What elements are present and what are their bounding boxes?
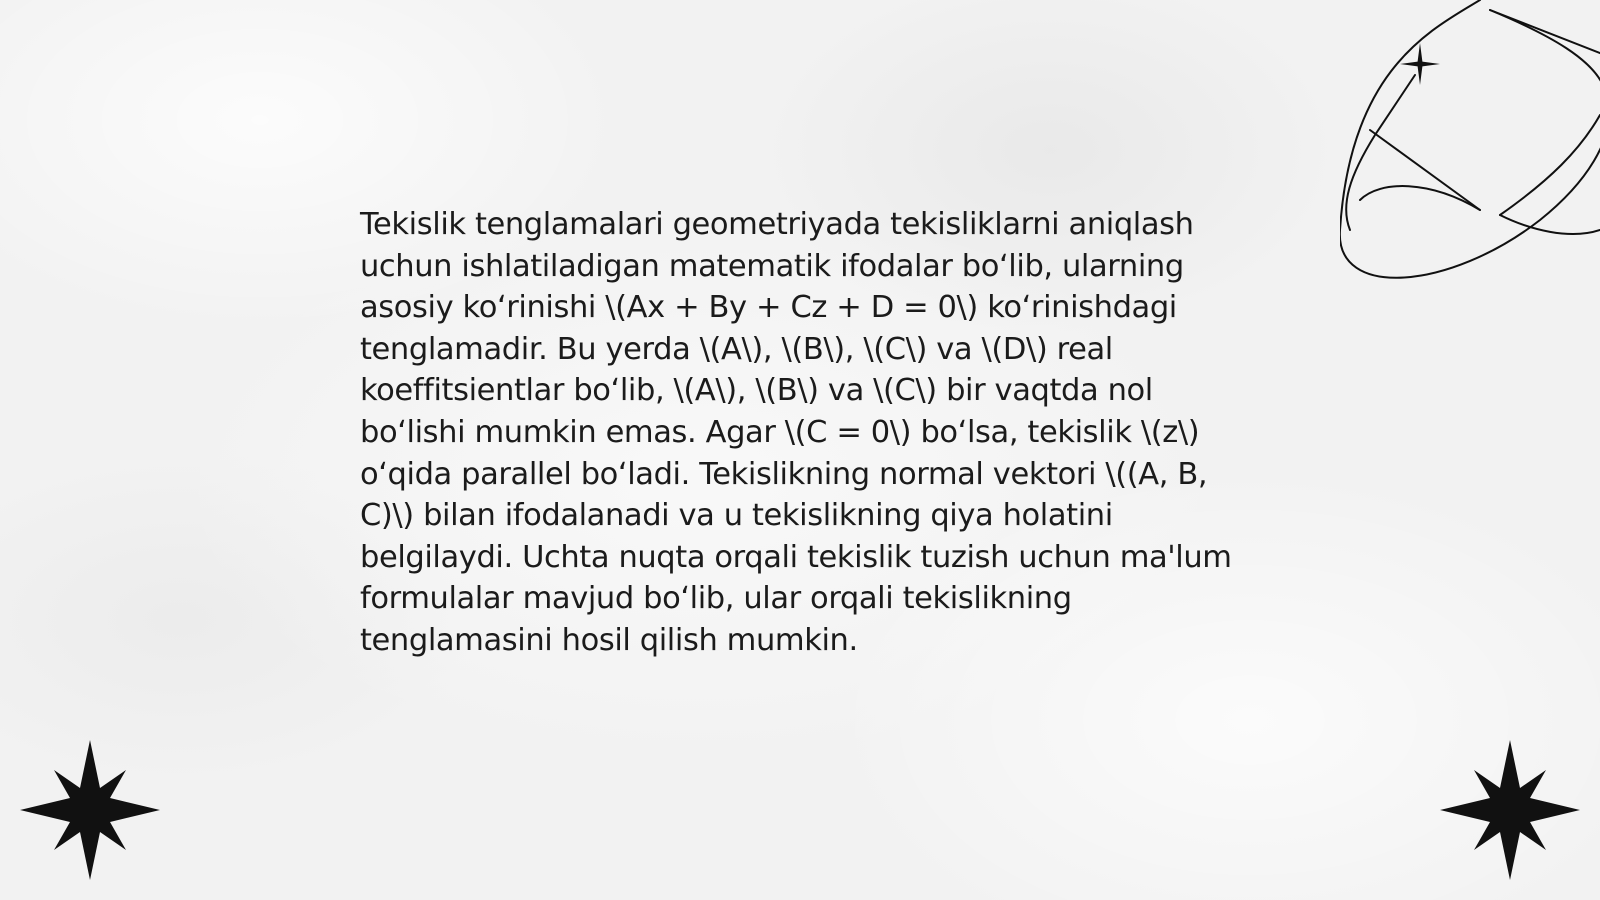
orbit-lines-with-sparkle-icon [1340, 0, 1600, 290]
sparkle-icon [1400, 43, 1440, 85]
four-point-star-icon [20, 740, 160, 880]
body-paragraph: Tekislik tenglamalari geometriyada tekisliklarni aniqlash uchun ishlatiladigan matematik ifodalar bo‘lib, ularning asosiy ko‘rinishi \(Ax + By + Cz + D = 0\) ko‘rinishdagi tenglamadir. Bu yerda \(A\), \(B\), \(C\) va \(D\) real koeffitsientlar bo‘lib, \(A\), \(B\) va \(C\) bir vaqtda nol bo‘lishi mumkin emas. Agar \(C = 0\) bo‘lsa, tekislik \(z\) o‘qida parallel bo‘ladi. Tekislikning normal vektori \((A, B, C)\) bilan ifodalanadi va u tekislikning qiya holatini belgilaydi. Uchta nuqta orqali tekislik tuzish uchun ma'lum formulalar mavjud bo‘lib, ular orqali tekislikning tenglamasini hosil qilish mumkin. [360, 207, 1232, 658]
four-point-star-icon [1440, 740, 1580, 880]
